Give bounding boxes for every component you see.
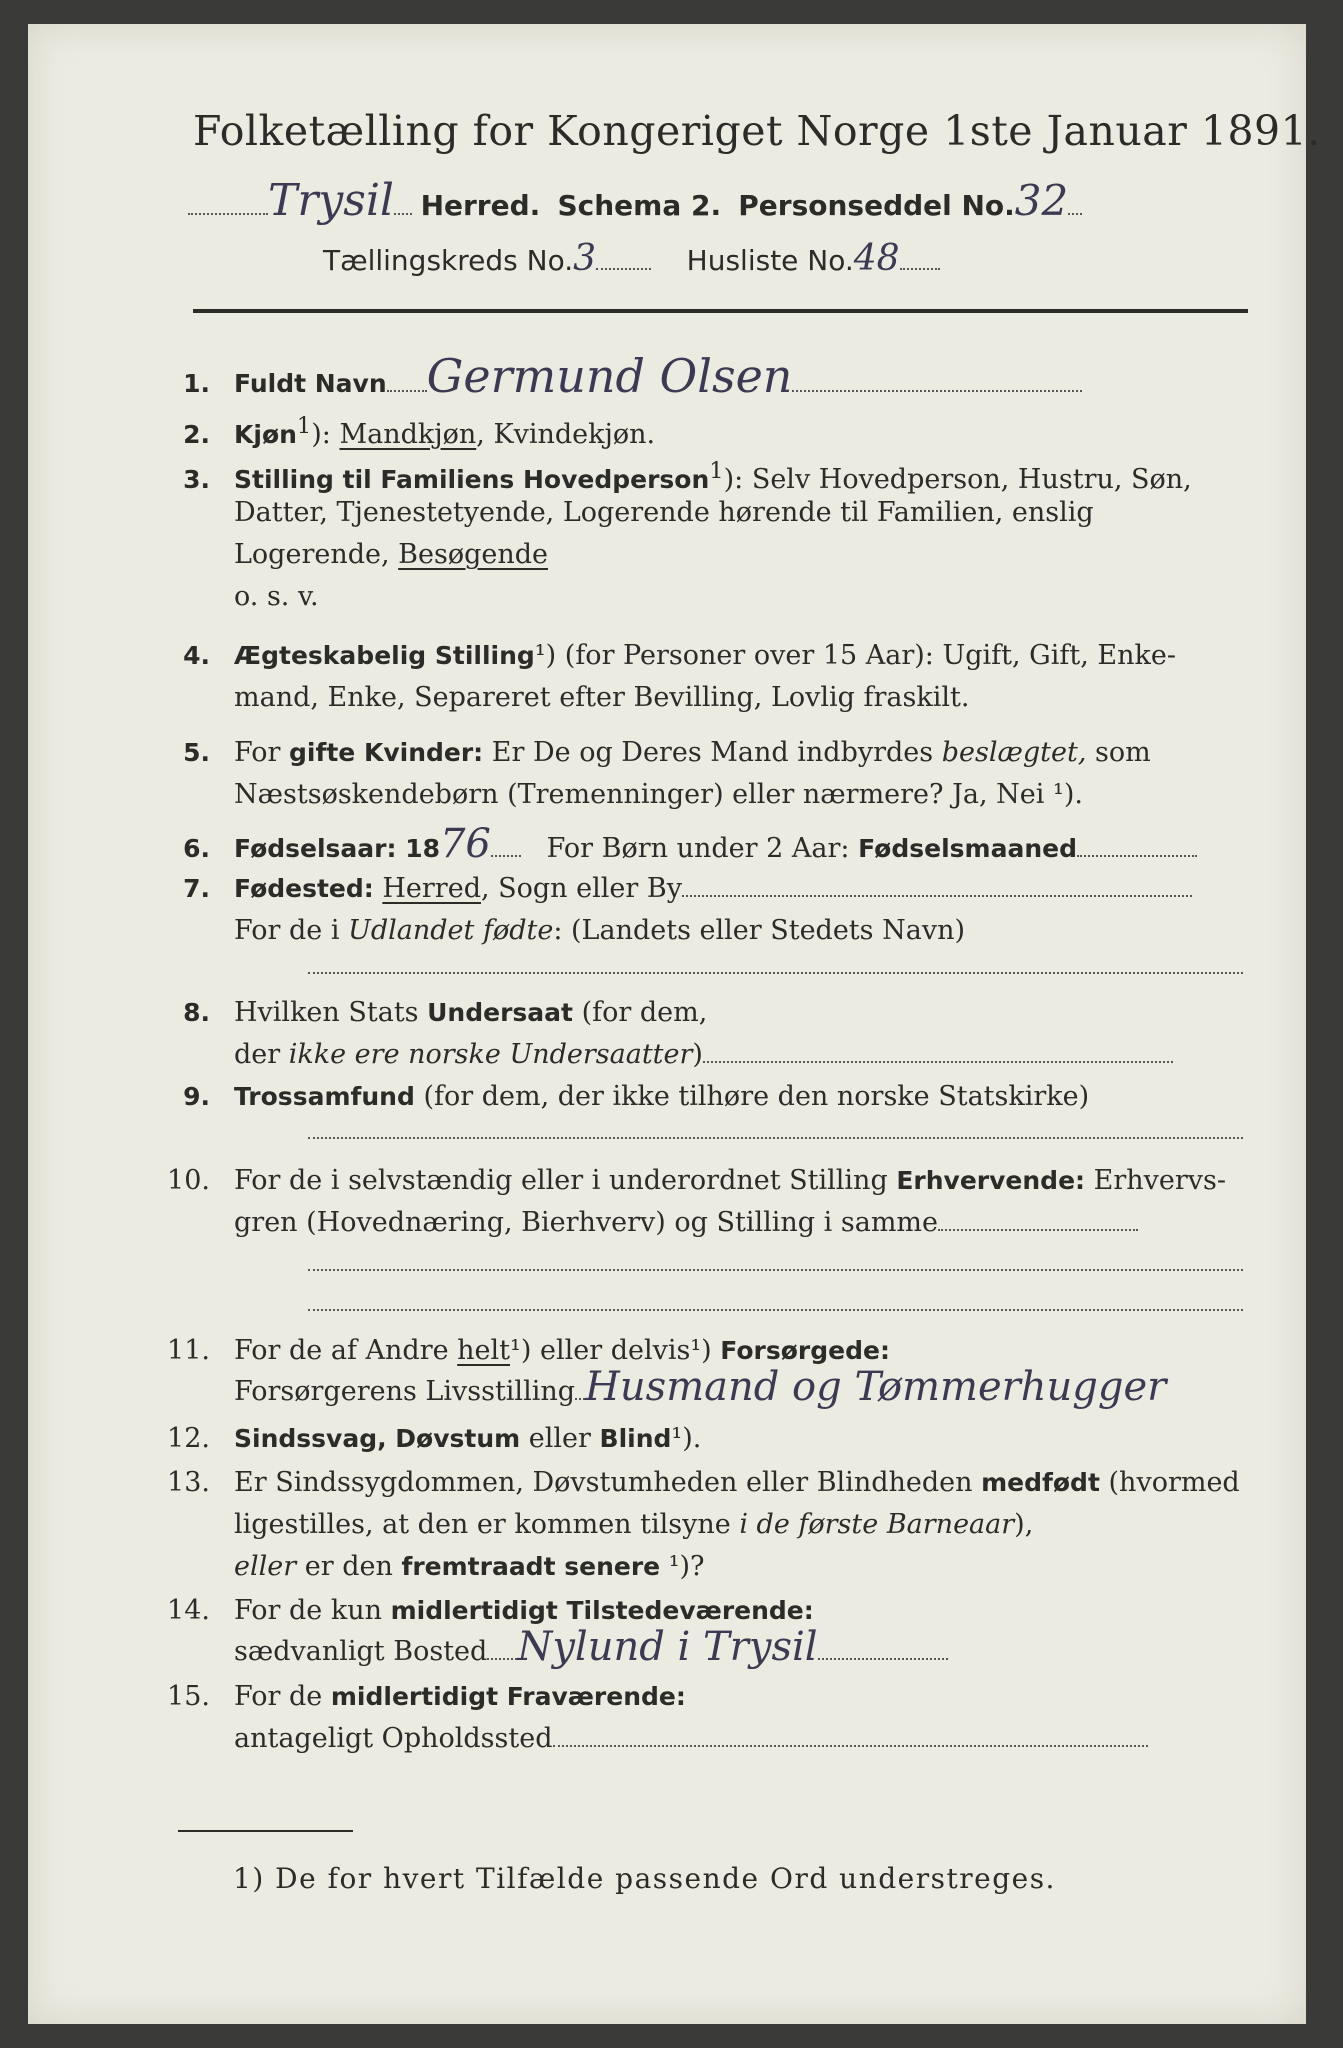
q13-line2: ligestilles, at den er kommen tilsyne i de første Barneaar), bbox=[234, 1509, 1034, 1540]
q10-blank-line-1 bbox=[308, 1246, 1243, 1280]
q10-line2: gren (Hovednæring, Bierhverv) og Stilling i samme bbox=[234, 1206, 1138, 1240]
q5-row: 5. For gifte Kvinder: Er De og Deres Mand indbyrdes beslægtet, som bbox=[148, 736, 1151, 770]
schema-label: Schema 2. bbox=[557, 189, 722, 222]
q1-row bbox=[148, 349, 1082, 403]
husliste-value: 48 bbox=[853, 238, 900, 279]
herred-value: Trysil bbox=[268, 175, 394, 226]
q1-label: Fuldt Navn bbox=[234, 369, 387, 398]
q12-blind-label: Blind bbox=[599, 1424, 672, 1453]
q7-row: 7. Fødested: Herred, Sogn eller By bbox=[148, 872, 1192, 906]
q7-blank-line bbox=[308, 949, 1243, 983]
footnote-divider bbox=[178, 1830, 353, 1832]
q5-label: gifte Kvinder: bbox=[289, 738, 484, 767]
q10-row: 10. For de i selvstændig eller i underordnet Stilling Erhvervende: Erhvervs- bbox=[148, 1164, 1226, 1198]
kreds-label: Tællingskreds No. bbox=[323, 244, 574, 277]
q3-line3: Logerende, Besøgende bbox=[234, 539, 549, 570]
q12-number: 12. bbox=[167, 1423, 210, 1454]
q2-option-female: Kvindekjøn. bbox=[493, 419, 656, 450]
footnote-text: De for hvert Tilfælde passende Ord understreges. bbox=[275, 1862, 1056, 1895]
q10-label: Erhvervende: bbox=[896, 1166, 1086, 1195]
q11-number: 11. bbox=[167, 1335, 210, 1366]
q4-number: 4. bbox=[183, 641, 210, 670]
q12-row: 12. Sindssvag, Døvstum eller Blind¹). bbox=[148, 1422, 701, 1456]
q4-label: Ægteskabelig Stilling bbox=[234, 641, 535, 670]
q14-row: 14. For de kun midlertidigt Tilstedeværende: bbox=[148, 1594, 814, 1628]
q11-label: Forsørgede: bbox=[720, 1336, 890, 1365]
q3-number: 3. bbox=[183, 465, 210, 494]
q9-label: Trossamfund bbox=[234, 1082, 415, 1111]
q6-number: 6. bbox=[183, 834, 210, 863]
q5-number: 5. bbox=[183, 738, 210, 767]
husliste-label: Husliste No. bbox=[686, 244, 854, 277]
q11-occupation-value: Husmand og Tømmerhugger bbox=[585, 1364, 1167, 1410]
q11-option-helt: helt bbox=[457, 1335, 511, 1366]
q13-row: 13. Er Sindssygdommen, Døvstumheden eller Blindheden medfødt (hvormed bbox=[148, 1466, 1240, 1500]
q4-row: 4. Ægteskabelig Stilling¹) (for Personer over 15 Aar): Ugift, Gift, Enke- bbox=[148, 639, 1176, 673]
form-title: Folketælling for Kongeriget Norge 1ste Januar 1891. bbox=[193, 107, 1321, 155]
q1-number: 1. bbox=[183, 369, 210, 398]
q4-line2: mand, Enke, Separeret efter Bevilling, Lovlig fraskilt. bbox=[234, 682, 970, 713]
q3-label: Stilling til Familiens Hovedperson bbox=[234, 465, 710, 494]
q13-number: 13. bbox=[167, 1467, 210, 1498]
q6-row: 6. Fødselsaar: 1876 For Børn under 2 Aar: Fødselsmaaned bbox=[148, 827, 1197, 866]
census-form-page bbox=[28, 24, 1321, 2024]
q8-label: Undersaat bbox=[427, 998, 573, 1027]
q12-label: Sindssvag, Døvstum bbox=[234, 1424, 521, 1453]
q11-row: 11. For de af Andre helt¹) eller delvis¹) Forsørgede: bbox=[148, 1334, 890, 1368]
q14-residence-value: Nylund i Trysil bbox=[517, 1624, 818, 1670]
header-divider bbox=[193, 309, 1248, 313]
q3-row: 3. Stilling til Familiens Hovedperson$^1$): Selv Hovedperson, Hustru, Søn, bbox=[148, 454, 1192, 497]
q9-row: 9. Trossamfund (for dem, der ikke tilhøre den norske Statskirke) bbox=[148, 1080, 1089, 1114]
footnote bbox=[233, 1862, 1056, 1896]
q8-row: 8. Hvilken Stats Undersaat (for dem, bbox=[148, 996, 707, 1030]
personseddel-value: 32 bbox=[1014, 176, 1069, 225]
q2-label: Kjøn bbox=[234, 420, 297, 449]
herred-label: Herred. bbox=[420, 189, 541, 222]
q15-label: midlertidigt Fraværende: bbox=[330, 1682, 686, 1711]
personseddel-label: Personseddel No. bbox=[738, 189, 1015, 222]
q15-row: 15. For de midlertidigt Fraværende: bbox=[148, 1680, 686, 1714]
q6-year-value: 76 bbox=[439, 821, 491, 867]
q15-number: 15. bbox=[167, 1681, 210, 1712]
herred-line bbox=[188, 175, 1082, 226]
q15-line2: antageligt Opholdssted bbox=[234, 1722, 1148, 1756]
kreds-line bbox=[323, 238, 940, 279]
q6-month-label: Fødselsmaaned bbox=[858, 834, 1077, 863]
q2-row: 2. Kjøn$^1$): Mandkjøn, Kvindekjøn. bbox=[148, 409, 655, 452]
q10-blank-line-2 bbox=[308, 1286, 1243, 1320]
kreds-value: 3 bbox=[573, 238, 597, 279]
q8-line2: der ikke ere norske Undersaatter) bbox=[234, 1038, 1173, 1072]
q7-line2: For de i Udlandet fødte: (Landets eller Stedets Navn) bbox=[234, 915, 965, 946]
q9-blank-line bbox=[308, 1114, 1243, 1148]
q7-option-herred: Herred bbox=[382, 873, 481, 904]
q11-line2: Forsørgerens Livsstilling Husmand og Tømmerhugger bbox=[234, 1364, 1167, 1410]
footnote-mark: 1) bbox=[233, 1862, 265, 1895]
q14-label: midlertidigt Tilstedeværende: bbox=[390, 1596, 814, 1625]
q3-line2: Datter, Tjenestetyende, Logerende hørende til Familien, enslig bbox=[234, 497, 1094, 528]
q2-option-male: Mandkjøn bbox=[339, 419, 477, 450]
q9-number: 9. bbox=[183, 1082, 210, 1111]
q2-number: 2. bbox=[183, 420, 210, 449]
q14-line2: sædvanligt Bosted Nylund i Trysil bbox=[234, 1630, 948, 1669]
q3-option-visitor: Besøgende bbox=[398, 539, 549, 570]
q6-label: Fødselsaar: 18 bbox=[234, 834, 440, 863]
q5-line2: Næstsøskendebørn (Tremenninger) eller nærmere? Ja, Nei ¹). bbox=[234, 779, 1083, 810]
q3-line4: o. s. v. bbox=[234, 581, 319, 612]
q13-line3: eller er den fremtraadt senere ¹)? bbox=[234, 1551, 705, 1582]
q7-number: 7. bbox=[183, 874, 210, 903]
q7-label: Fødested: bbox=[234, 874, 374, 903]
q10-number: 10. bbox=[167, 1165, 210, 1196]
q1-name-value: Germund Olsen bbox=[426, 349, 793, 403]
q13-label: medfødt bbox=[981, 1468, 1100, 1497]
q13-later-label: fremtraadt senere bbox=[401, 1552, 661, 1581]
q8-number: 8. bbox=[183, 998, 210, 1027]
q14-number: 14. bbox=[167, 1595, 210, 1626]
